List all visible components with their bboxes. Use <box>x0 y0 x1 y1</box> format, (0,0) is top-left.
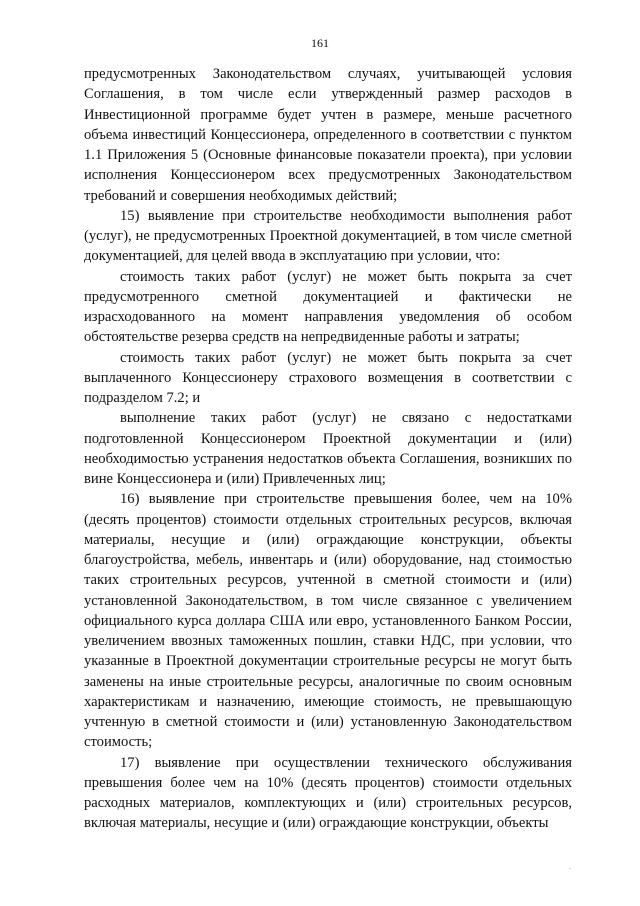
scan-speck: · <box>569 865 572 873</box>
paragraph-condition-insurance: стоимость таких работ (услуг) не может быть покрыта за счет выплаченного Концессионеру страхового возмещения в соответствии с подразделом 7.2; и <box>84 349 572 406</box>
paragraph-item-15: 15) выявление при строительстве необходимости выполнения работ (услуг), не предусмотренных Проектной документацией, в том числе сметной документацией, для целей ввода в эксплуатацию при условии, что: <box>84 207 572 265</box>
paragraph-condition-defects: выполнение таких работ (услуг) не связано с недостатками подготовленной Концессионером Проектной документации и (или) необходимостью устранения недостатков объекта Соглашения, возникших по вине Концессионера и (или) Привлеченных лиц; <box>84 410 572 487</box>
document-body <box>84 64 572 834</box>
paragraph-condition-reserve: стоимость таких работ (услуг) не может быть покрыта за счет предусмотренного сметной документацией и фактически не израсходованного на момент направления уведомления об особом обстоятельстве резерва средств на непредвиденные работы и затраты; <box>84 268 572 346</box>
paragraph-item-16: 16) выявление при строительстве превышения более, чем на 10% (десять процентов) стоимости отдельных строительных ресурсов, включая материалы, несущие и (или) ограждающие конструкции, объекты благоустройства, мебель, инвентарь и (или) оборудование, над стоимостью таких строительных ресурсов, учтенной в сметной стоимости и (или) установленной Законодательством, в том числе связанное с увеличением официального курса доллара США или евро, установленного Банком России, увеличением ввозных таможенных пошлин, ставки НДС, при условии, что указанные в Проектной документации строительные ресурсы не могут быть заменены на иные строительные ресурсы, аналогичные по своим основным характеристикам и назначению, имеющие стоимость, не превышающую учтенную в сметной стоимости и (или) установленную Законодательством стоимость; <box>84 491 572 751</box>
paragraph-item-17: 17) выявление при осуществлении технического обслуживания превышения более чем на 10% (десять процентов) стоимости отдельных расходных материалов, комплектующих и (или) строительных ресурсов, включая материалы, несущие и (или) ограждающие конструкции, объекты <box>84 754 572 832</box>
paragraph-continuation: предусмотренных Законодательством случаях, учитывающей условия Соглашения, в том числе если утвержденный размер расходов в Инвестиционной программе будет учтен в размере, меньше расчетного объема инвестиций Концессионера, определенного в соответствии с пунктом 1.1 Приложения 5 (Основные финансовые показатели проекта), при условии исполнения Концессионером всех предусмотренных Законодательством требований и совершения необходимых действий; <box>84 66 572 204</box>
page-number: 161 <box>311 36 329 50</box>
